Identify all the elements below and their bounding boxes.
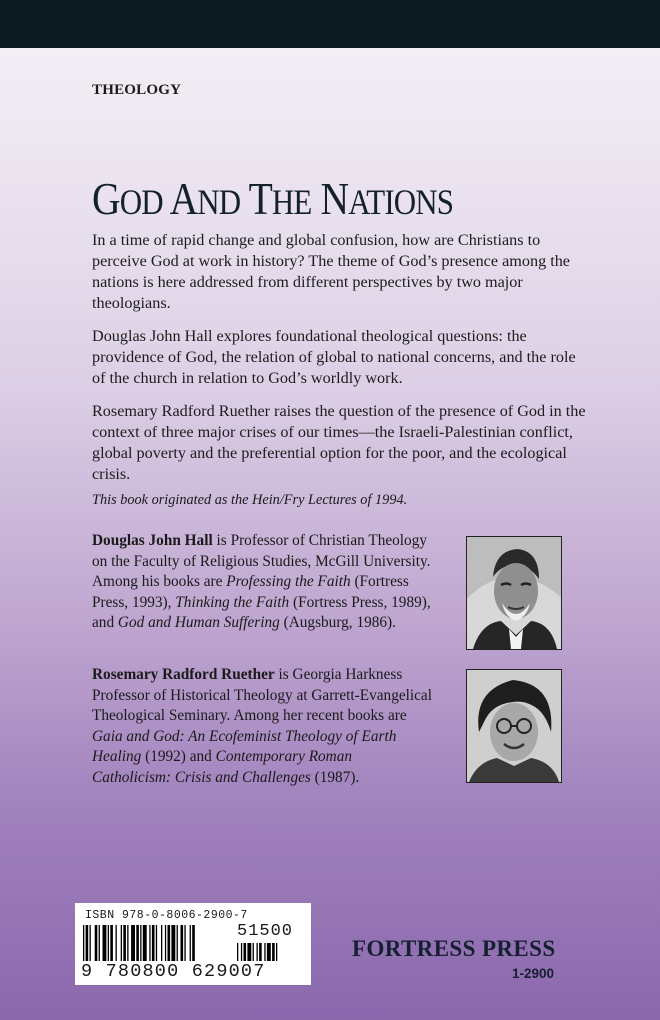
publisher-code: 1-2900 <box>512 966 555 981</box>
book-reference: Gaia and God: An Ecofeminist Theology of Earth Healing <box>92 727 397 765</box>
description-paragraph: Douglas John Hall explores foundational theological questions: the providence of God, the relation of global to national concerns, and the role of the church in relation to God’s worldly work. <box>92 327 576 387</box>
barcode-bars-icon <box>81 925 231 961</box>
bio-text: is Georgia Harkness Professor of Historical Theology at Garrett-Evangelical Theological Seminary. Among her recent books are <box>92 666 432 724</box>
addon-barcode-bars-icon <box>237 943 301 961</box>
author-bio-ruether <box>92 665 432 788</box>
author-photo-hall <box>466 536 562 650</box>
barcode <box>75 903 311 985</box>
barcode-digits: 9 780800 629007 <box>81 961 266 982</box>
description <box>92 230 592 497</box>
author-photo-ruether <box>466 669 562 783</box>
publisher-name: FORTRESS PRESS <box>352 936 556 961</box>
price-code: 51500 <box>237 922 294 941</box>
bio-text: (Augsburg, 1986). <box>279 614 396 631</box>
author-name: Rosemary Radford Ruether <box>92 666 275 683</box>
description-paragraph: Rosemary Radford Ruether raises the question of the presence of God in the context of three major crises of our times—the Israeli-Palestinian conflict, global poverty and the preferential option for the poor, and the ecological crisis. <box>92 402 586 483</box>
origin-note: This book originated as the Hein/Fry Lectures of 1994. <box>92 492 408 508</box>
author-name: Douglas John Hall <box>92 532 213 549</box>
author-bio-hall <box>92 531 432 634</box>
book-reference: Contemporary Roman Catholicism: Crisis and Challenges <box>92 748 353 786</box>
isbn-label: ISBN 978-0-8006-2900-7 <box>85 909 248 922</box>
description-paragraph: In a time of rapid change and global confusion, how are Christians to perceive God at work in history? The theme of God’s presence among the nations is here addressed from different perspectives by two major theologians. <box>92 231 570 312</box>
bio-text: (1987). <box>310 768 360 786</box>
book-reference: Professing the Faith <box>226 573 351 590</box>
book-reference: Thinking the Faith <box>175 593 290 611</box>
bio-text: is Professor of Christian Theology on the Faculty of Religious Studies, McGill University. Among his books are <box>92 532 431 590</box>
category-label: THEOLOGY <box>92 82 182 98</box>
bio-text: (Fortress Press, 1989), and <box>92 593 431 631</box>
portrait-woman-icon <box>467 670 561 782</box>
bio-text: (Fortress Press, 1993), <box>92 573 409 611</box>
portrait-man-icon <box>467 537 561 649</box>
top-color-band <box>0 0 660 48</box>
book-title: GOD AND THE NATIONS <box>92 173 454 224</box>
book-reference: God and Human Suffering <box>117 614 280 631</box>
bio-text: (1992) and <box>141 748 216 765</box>
